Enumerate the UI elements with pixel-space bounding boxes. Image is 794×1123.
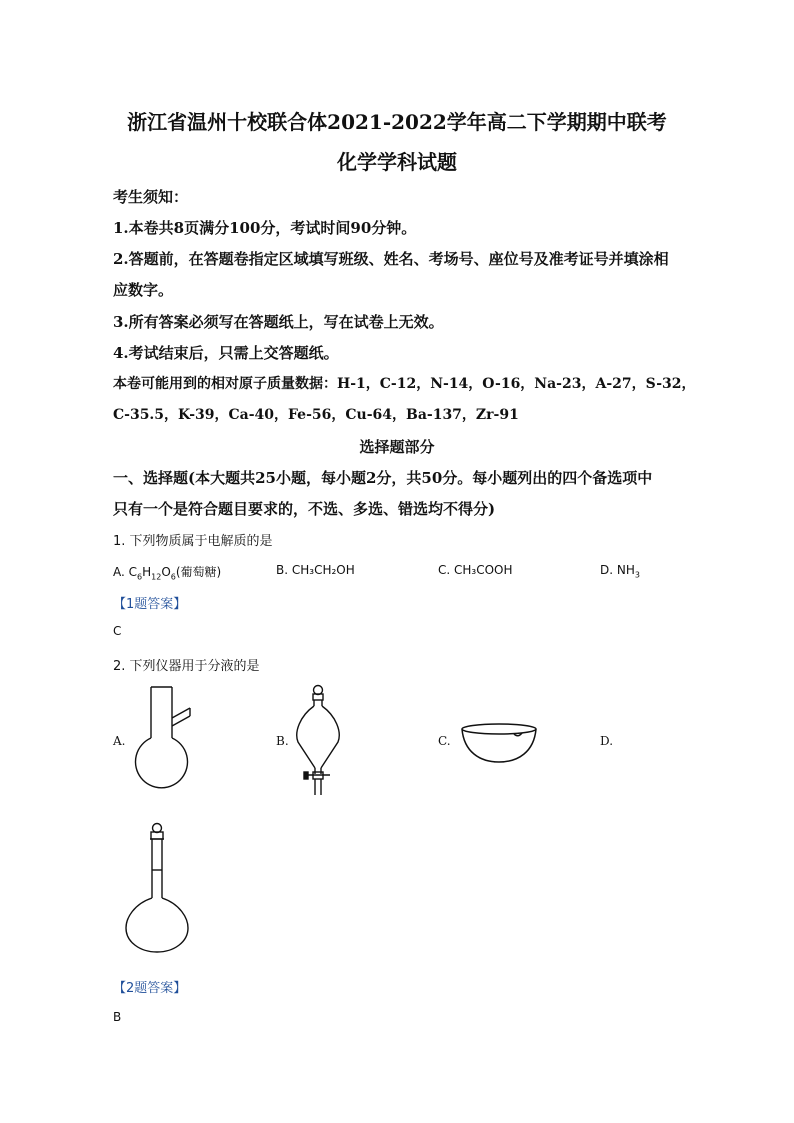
- q1-option-b: B. CH₃CH₂OH: [276, 563, 355, 577]
- section-intro-2: 只有一个是符合题目要求的，不选、多选、错选均不得分): [113, 500, 496, 518]
- q1-option-c: C. CH₃COOH: [438, 563, 513, 577]
- section-title: 选择题部分: [359, 438, 435, 456]
- q2-answer: B: [113, 1010, 122, 1024]
- notice-heading: 考生须知：: [113, 188, 189, 206]
- title-line-1: 浙江省温州十校联合体2021-2022学年高二下学期期中联考: [127, 110, 667, 134]
- q2-label-d: D.: [600, 734, 614, 748]
- notice-item-3: 3.所有答案必须写在答题纸上，写在试卷上无效。: [113, 313, 444, 331]
- q2-label-a: A.: [113, 734, 126, 748]
- separatory-funnel-icon: [292, 684, 344, 796]
- q1-option-a: A. $C_6H_{12}O_6$(葡萄糖): [113, 565, 222, 582]
- section-intro-1: 一、选择题(本大题共25小题，每小题2分，共50分。每小题列出的四个备选项中: [113, 469, 653, 487]
- title-line-2: 化学学科试题: [337, 150, 457, 174]
- q2-label-c: C.: [438, 734, 451, 748]
- q2-answer-tag: 【2题答案】: [113, 981, 187, 996]
- q1-answer: C: [113, 624, 122, 638]
- q1-answer-tag: 【1题答案】: [113, 597, 187, 612]
- q1-stem: 1. 下列物质属于电解质的是: [113, 534, 273, 549]
- notice-item-1: 1.本卷共8页满分100分，考试时间90分钟。: [113, 219, 417, 237]
- q2-stem: 2. 下列仪器用于分液的是: [113, 659, 260, 674]
- atomic-mass-line-1: 本卷可能用到的相对原子质量数据：H-1，C-12，N-14，O-16，Na-23，A-27，S-32，: [113, 376, 696, 392]
- evaporating-dish-icon: [460, 722, 538, 764]
- notice-item-2-cont: 应数字。: [113, 281, 174, 299]
- q2-label-b: B.: [276, 734, 289, 748]
- q1-option-d: D. $NH_3$: [600, 563, 640, 580]
- distillation-flask-icon: [128, 686, 192, 792]
- volumetric-flask-icon: [124, 822, 190, 954]
- notice-item-4: 4.考试结束后，只需上交答题纸。: [113, 344, 339, 362]
- notice-item-2: 2.答题前，在答题卷指定区域填写班级、姓名、考场号、座位号及准考证号并填涂相: [113, 250, 669, 268]
- atomic-mass-line-2: C-35.5，K-39，Ca-40，Fe-56，Cu-64，Ba-137，Zr-91: [113, 407, 519, 423]
